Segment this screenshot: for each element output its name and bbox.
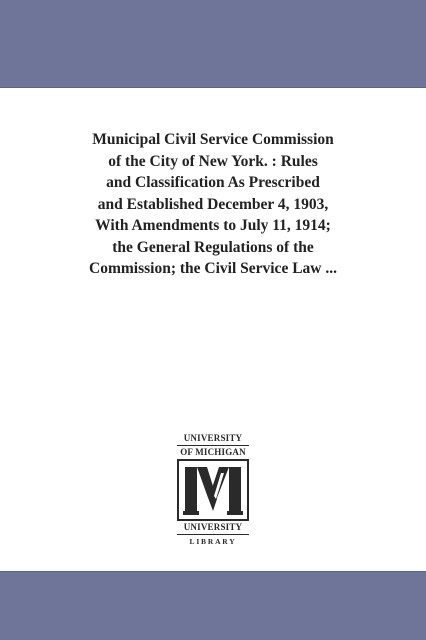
book-title [20, 129, 406, 280]
university-library-logo [175, 434, 251, 564]
logo-top-line-2: OF MICHIGAN [180, 447, 246, 457]
title-line-4: and Established December 4, 1903, [97, 195, 329, 213]
title-line-7: Commission; the Civil Service Law ... [89, 260, 337, 277]
top-color-band [0, 0, 426, 87]
logo-top-line-1: UNIVERSITY [183, 433, 243, 443]
logo-bottom-line-1: UNIVERSITY [183, 522, 243, 532]
bottom-color-band [0, 572, 426, 640]
title-line-3: and Classification As Prescribed [106, 174, 320, 191]
title-line-6: the General Regulations of the [112, 238, 314, 256]
title-line-2: of the City of New York. : Rules [108, 152, 318, 170]
title-line-5: With Amendments to July 11, 1914; [95, 217, 331, 234]
logo-rule-top [177, 445, 249, 446]
block-m-icon [177, 459, 249, 521]
logo-bottom-line-2: LIBRARY [189, 537, 237, 546]
title-line-1: Municipal Civil Service Commission [92, 131, 334, 148]
logo-rule-bottom [177, 534, 249, 535]
